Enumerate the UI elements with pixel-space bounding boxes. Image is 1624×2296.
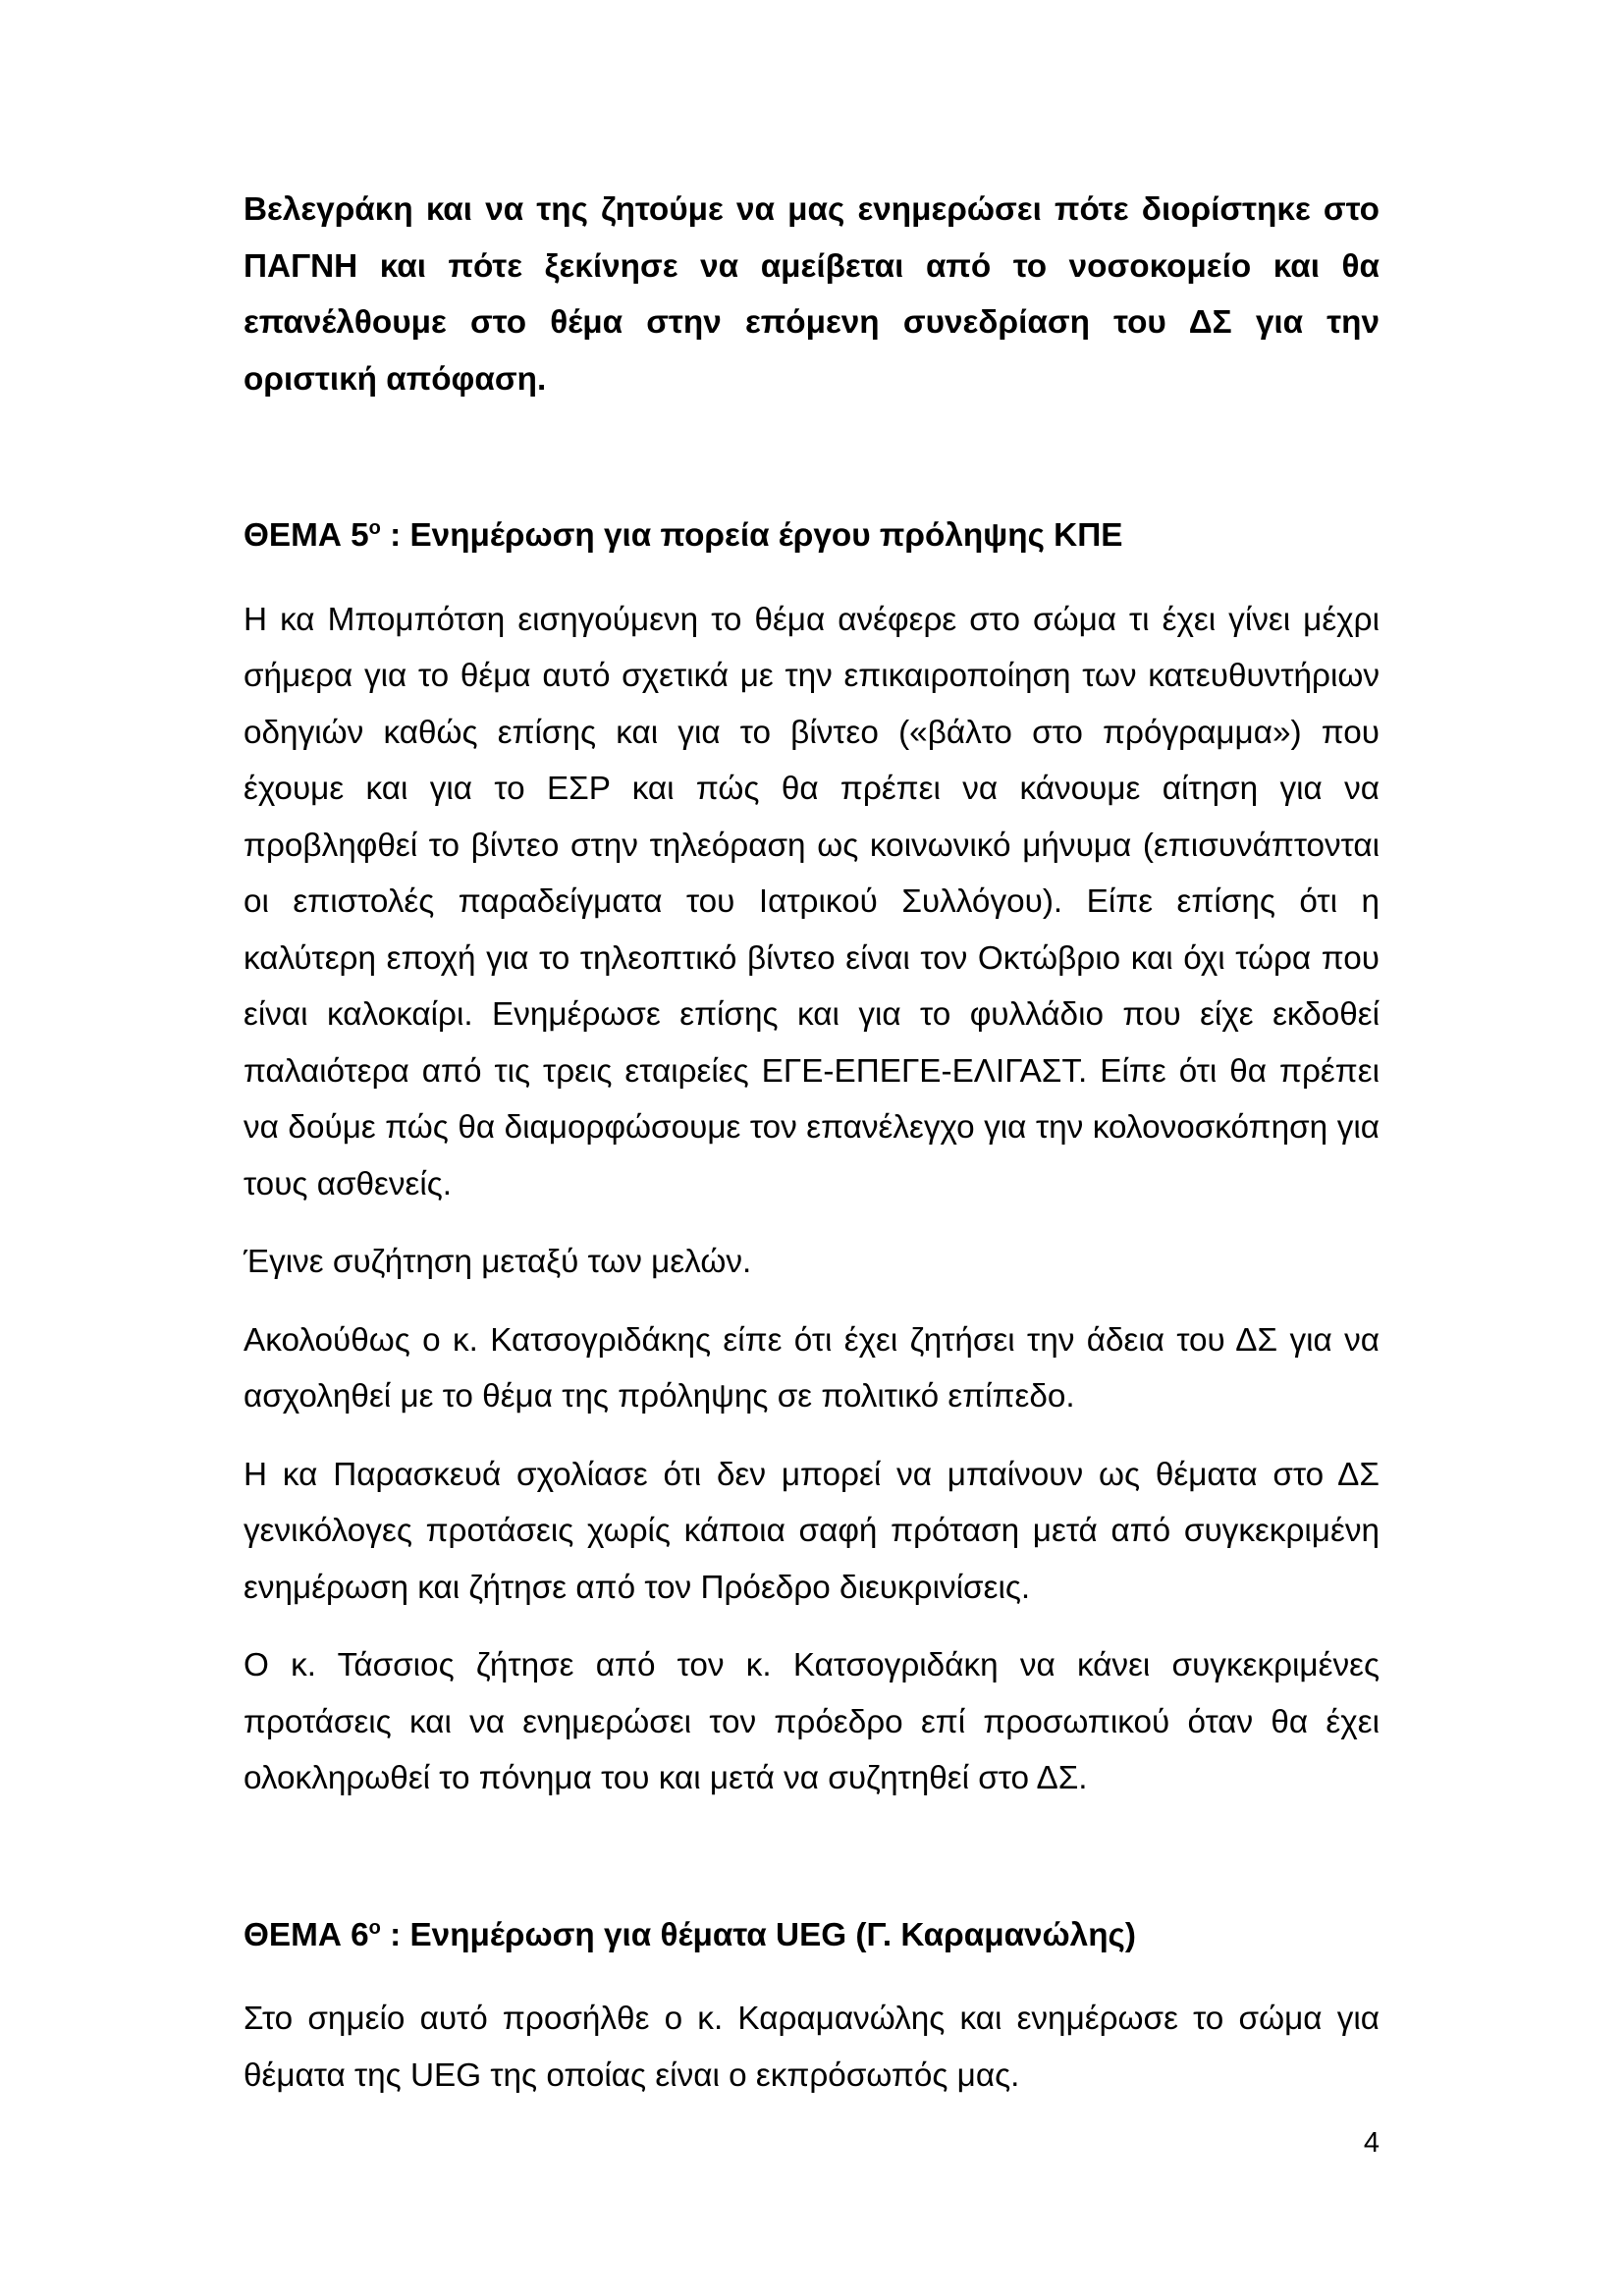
topic-5-heading — [244, 507, 1380, 564]
topic-5-heading-title: : Ενημέρωση για πορεία έργου πρόληψης ΚΠΕ — [380, 517, 1123, 554]
paragraph-karamanolis-ueg: Στο σημείο αυτό προσήλθε ο κ. Καραμανώλης και ενημέρωσε το σώμα για θέματα της UEG της οποίας είναι ο εκπρόσωπός μας. — [244, 2001, 1380, 2094]
topic-6-heading-number: ΘΕΜΑ 6 — [244, 1916, 369, 1953]
topic-6-ordinal-superscript: ο — [368, 1916, 381, 1939]
paragraph-katsogridakis-request: Ακολούθως ο κ. Κατσογριδάκης είπε ότι έχει ζητήσει την άδεια του ΔΣ για να ασχοληθεί με το θέμα της πρόληψης σε πολιτικό επίπεδο. — [244, 1321, 1380, 1415]
page-number: 4 — [1363, 2127, 1380, 2159]
paragraph-velegraki-decision: Βελεγράκη και να της ζητούμε να μας ενημερώσει πότε διορίστηκε στο ΠΑΓΝΗ και πότε ξεκίνησε να αμείβεται από το νοσοκομείο και θα επανέλθουμε στο θέμα στην επόμενη συνεδρίαση του ΔΣ για την οριστική απόφαση. — [244, 191, 1380, 398]
topic-6-heading-title: : Ενημέρωση για θέματα UEG (Γ. Καραμανώλης) — [380, 1916, 1136, 1953]
topic-5-heading-number: ΘΕΜΑ 5 — [244, 517, 369, 554]
paragraph-members-discussion: Έγινε συζήτηση μεταξύ των μελών. — [244, 1244, 752, 1280]
page-content — [244, 182, 1380, 2125]
topic-6-heading — [244, 1907, 1380, 1964]
paragraph-bobotsi-briefing: Η κα Μπομπότση εισηγούμενη το θέμα ανέφερε στο σώμα τι έχει γίνει μέχρι σήμερα για το θέμα αυτό σχετικά με την επικαιροποίηση των κατευθυντήριων οδηγιών καθώς επίσης και για το βίντεο («βάλτο στο πρόγραμμα») που έχουμε και για το ΕΣΡ και πώς θα πρέπει να κάνουμε αίτηση για να προβληφθεί το βίντεο στην τηλεόραση ως κοινωνικό μήνυμα (επισυνάπτονται οι επιστολές παραδείγματα του Ιατρικού Συλλόγου). Είπε επίσης ότι η καλύτερη εποχή για το τηλεοπτικό βίντεο είναι τον Οκτώβριο και όχι τώρα που είναι καλοκαίρι. Ενημέρωσε επίσης και για το φυλλάδιο που είχε εκδοθεί παλαιότερα από τις τρεις εταιρείες ΕΓΕ-ΕΠΕΓΕ-ΕΛΙΓΑΣΤ. Είπε ότι θα πρέπει να δούμε πώς θα διαμορφώσουμε τον επανέλεγχο για την κολονοσκόπηση για τους ασθενείς. — [244, 601, 1380, 1202]
topic-5-ordinal-superscript: ο — [368, 516, 381, 539]
paragraph-tassios-request: Ο κ. Τάσσιος ζήτησε από τον κ. Κατσογριδάκη να κάνει συγκεκριμένες προτάσεις και να ενημερώσει τον πρόεδρο επί προσωπικού όταν θα έχει ολοκληρωθεί το πόνημα του και μετά να συζητηθεί στο ΔΣ. — [244, 1647, 1380, 1796]
paragraph-paraskeva-comment: Η κα Παρασκευά σχολίασε ότι δεν μπορεί να μπαίνουν ως θέματα στο ΔΣ γενικόλογες προτάσεις χωρίς κάποια σαφή πρόταση μετά από συγκεκριμένη ενημέρωση και ζήτησε από τον Πρόεδρο διευκρινίσεις. — [244, 1456, 1380, 1606]
